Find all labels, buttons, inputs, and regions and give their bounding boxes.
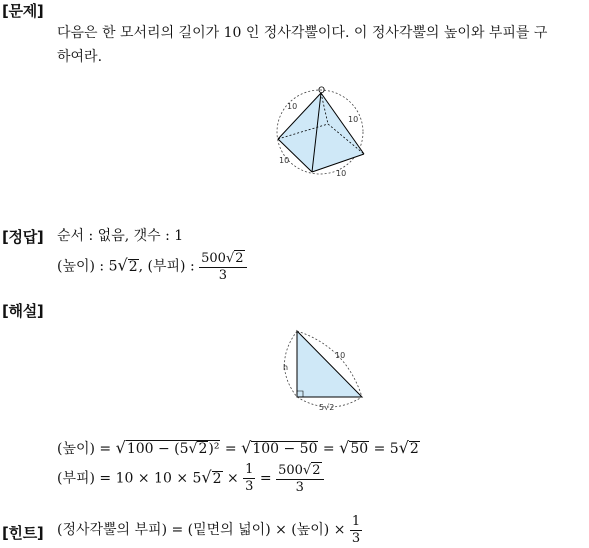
base-label: 5√2 [319,403,335,412]
answer-tag: [정답] [2,228,44,246]
volume-result-fraction: $\frac{500√2}{3}$ [276,462,323,495]
answer-line2: (높이) : 5√2, (부피) : $\frac{500√2}{3}$ [57,250,247,283]
answer-line1: 순서 : 없음, 갯수 : 1 [57,228,184,244]
explanation-eq1: (높이) = √100 − (5√2)² = √100 − 50 = √50 = 5√2 [57,438,419,457]
height-radicand: 2 [128,258,138,275]
triangle-figure [280,325,370,415]
problem-tag: [문제] [2,2,44,20]
hint-text: (정사각뿔의 부피) = (밑면의 넓이) × (높이) × $\frac{1}{3}$ [57,513,361,546]
pyramid-figure [270,84,370,178]
volume-label: (부피) : [147,258,200,275]
hypotenuse-label: 10 [335,351,346,360]
explanation-tag: [해설] [2,302,44,320]
volume-fraction: $\frac{500√2}{3}$ [199,250,246,283]
side-label: h [283,363,289,372]
apex-label: O [318,86,326,96]
explanation-eq2: (부피) = 10 × 10 × 5√2 × $\frac{1}{3}$ = $\frac{500√2}{3}$ [57,462,324,495]
edge-label-3: 10 [279,156,290,165]
hint-tag: [힌트] [2,524,44,542]
height-label: (높이) : 5 [57,258,118,275]
one-third-fraction: $\frac{1}{3}$ [245,462,254,494]
problem-text-line1: 다음은 한 모서리의 길이가 10 인 정사각뿔이다. 이 정사각뿔의 높이와 부피를 구 [57,25,548,41]
edge-label-2: 10 [348,115,359,124]
height-sep: , [138,258,148,275]
edge-label-4: 10 [336,169,347,178]
edge-label-1: 10 [287,102,298,111]
problem-text-line2: 하여라. [57,49,103,65]
hint-fraction: $\frac{1}{3}$ [351,513,361,546]
